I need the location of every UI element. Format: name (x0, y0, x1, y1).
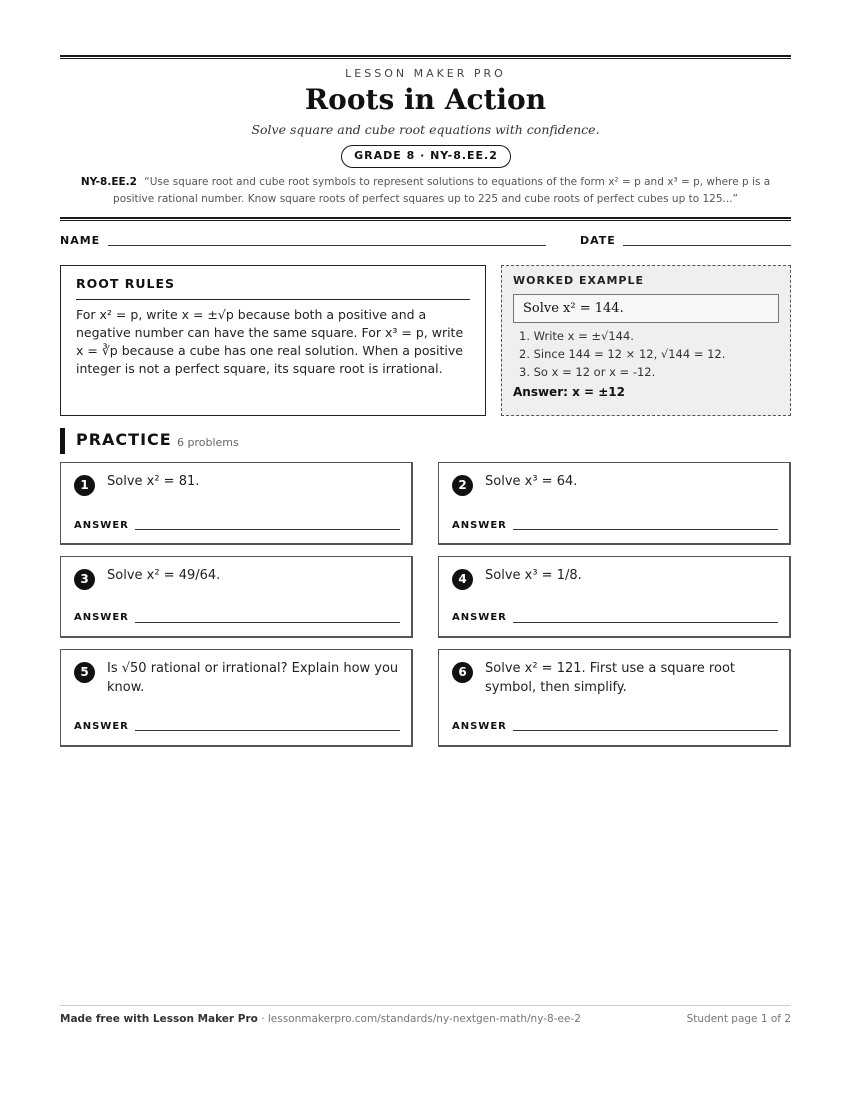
footer-made-with: Made free with Lesson Maker Pro (60, 1013, 258, 1025)
footer-credit (60, 1013, 581, 1025)
problem-number-badge: 5 (74, 662, 95, 683)
answer-field[interactable] (135, 529, 400, 530)
worked-example-steps (513, 327, 779, 381)
answer-label: ANSWER (452, 520, 507, 531)
root-rules-box (60, 265, 486, 416)
footer-page-number: Student page 1 of 2 (686, 1013, 791, 1025)
worked-example-title: WORKED EXAMPLE (513, 274, 644, 287)
problem-prompt: Solve x² = 81. (107, 474, 200, 489)
problem-prompt: Solve x³ = 1/8. (485, 568, 582, 583)
answer-label: ANSWER (452, 612, 507, 623)
answer-label: ANSWER (74, 612, 129, 623)
standard-text: “Use square root and cube root symbols to represent solutions to equations of the form x² = p and x³ = p, where p is a positive rational number. Know square roots of perfect squares up to 225 and cube roots of perfect cubes up to 125...” (113, 176, 771, 205)
practice-count: 6 problems (177, 436, 239, 449)
brand-name: LESSON MAKER PRO (345, 67, 506, 80)
worked-example-answer: Answer: x = ±12 (513, 385, 625, 399)
practice-accent-bar (60, 428, 65, 454)
answer-field[interactable] (513, 730, 778, 731)
date-field[interactable] (623, 245, 791, 246)
worked-example-box (501, 265, 791, 416)
problem-card-1 (60, 462, 413, 545)
problem-number-badge: 4 (452, 569, 473, 590)
problem-prompt: Solve x³ = 64. (485, 474, 578, 489)
problem-prompt: Solve x² = 49/64. (107, 568, 221, 583)
problem-card-4 (438, 556, 791, 638)
worksheet-page (60, 0, 791, 1100)
page-subtitle: Solve square and cube root equations with confidence. (251, 122, 600, 137)
problem-card-2 (438, 462, 791, 545)
standard-statement (72, 174, 779, 208)
page-title: Roots in Action (304, 83, 547, 116)
header-divider (60, 217, 791, 221)
worked-example-prompt: Solve x² = 144. (513, 294, 779, 323)
problem-number-badge: 1 (74, 475, 95, 496)
answer-label: ANSWER (74, 520, 129, 531)
answer-field[interactable] (513, 622, 778, 623)
problem-card-3 (60, 556, 413, 638)
root-rules-body: For x² = p, write x = ±√p because both a positive and a negative number can have the same square. For x³ = p, write x = ∛p because a cube has one real solution. When a positive integer is not a perfect square, its square root is irrational. (76, 307, 464, 376)
problem-prompt: Is √50 rational or irrational? Explain how you know. (107, 661, 399, 695)
grade-badge: GRADE 8 · NY-8.EE.2 (341, 145, 511, 168)
worked-example-step: 2. Since 144 = 12 × 12, √144 = 12. (519, 347, 726, 361)
answer-field[interactable] (135, 730, 400, 731)
answer-field[interactable] (513, 529, 778, 530)
worked-example-step: 1. Write x = ±√144. (519, 329, 634, 343)
worked-example-step: 3. So x = 12 or x = -12. (519, 365, 656, 379)
root-rules-title: ROOT RULES (76, 276, 470, 300)
problem-card-5 (60, 649, 413, 747)
footer-url[interactable]: · lessonmakerpro.com/standards/ny-nextgen-math/ny-8-ee-2 (257, 1013, 581, 1025)
name-label: NAME (60, 234, 101, 247)
problem-number-badge: 6 (452, 662, 473, 683)
standard-code: NY-8.EE.2 (80, 176, 137, 188)
date-label: DATE (580, 234, 616, 247)
answer-label: ANSWER (74, 721, 129, 732)
practice-title: PRACTICE (76, 430, 172, 449)
problem-number-badge: 3 (74, 569, 95, 590)
top-divider (60, 55, 791, 59)
problem-prompt: Solve x² = 121. First use a square root symbol, then simplify. (485, 661, 735, 695)
name-field[interactable] (108, 245, 546, 246)
problem-number-badge: 2 (452, 475, 473, 496)
answer-label: ANSWER (452, 721, 507, 732)
problem-card-6 (438, 649, 791, 747)
footer-divider (60, 1005, 791, 1006)
answer-field[interactable] (135, 622, 400, 623)
